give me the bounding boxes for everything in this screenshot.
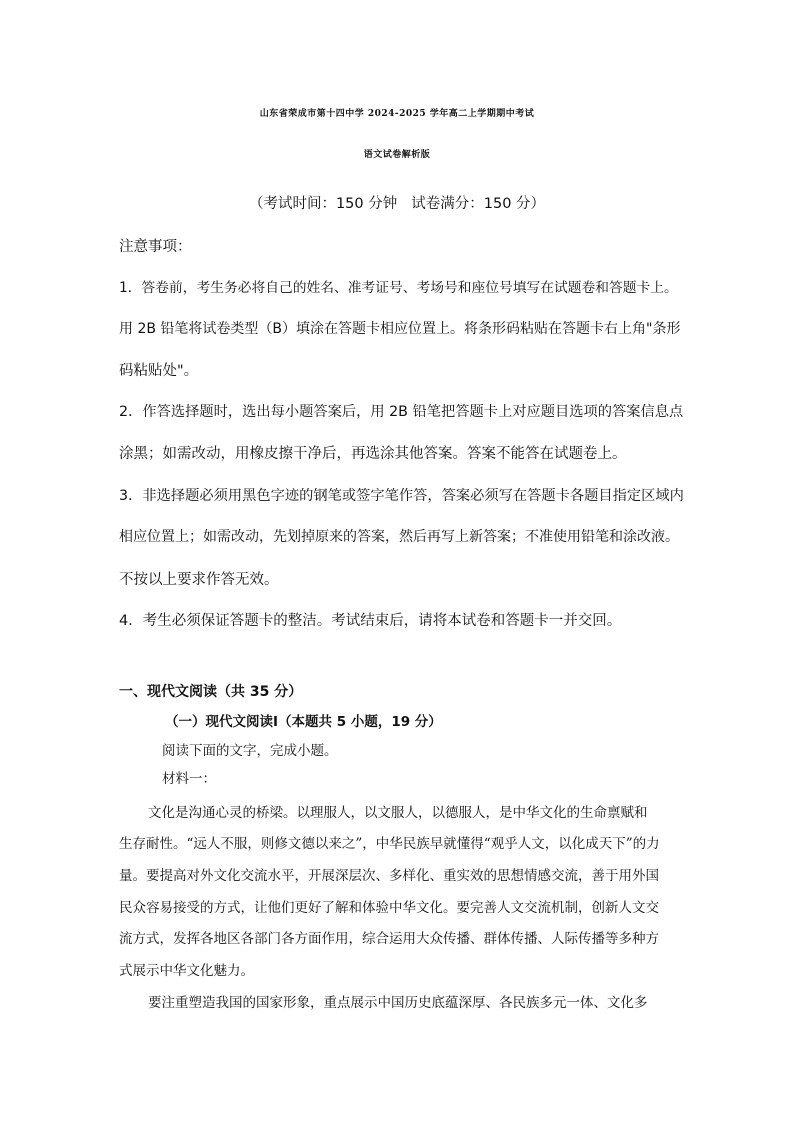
section-subheading: （一）现代文阅读Ⅰ（本题共 5 小题，19 分） — [165, 714, 442, 730]
notice-line-4: 2．作答选择题时，选出每小题答案后，用 2B 铅笔把答题卡上对应题目选项的答案信息点 — [119, 404, 684, 420]
exam-full-score: 试卷满分：150 分） — [411, 196, 546, 212]
notice-line-8: 不按以上要求作答无效。 — [119, 572, 279, 588]
section-heading: 一、现代文阅读（共 35 分） — [119, 684, 303, 700]
material-label: 材料一： — [162, 771, 216, 787]
material-paragraph-line: 流方式，发挥各地区各部门各方面作用，综合运用大众传播、群体传播、人际传播等多种方 — [119, 931, 659, 947]
reading-instruction: 阅读下面的文字，完成小题。 — [162, 743, 338, 759]
notice-line-3: 码粘贴处"。 — [119, 363, 199, 379]
material-paragraph-line: 式展示中华文化魅力。 — [119, 963, 254, 979]
notice-line-6: 3．非选择题必须用黑色字迹的钢笔或签字笔作答，答案必须写在答题卡各题目指定区域内 — [119, 488, 684, 504]
document-title-line-2: 语文试卷解析版 — [363, 150, 431, 160]
notice-line-1: 1．答卷前，考生务必将自己的姓名、准考证号、考场号和座位号填写在试题卷和答题卡上。 — [119, 280, 678, 296]
notice-line-5: 涂黑；如需改动，用橡皮擦干净后，再选涂其他答案。答案不能答在试题卷上。 — [119, 446, 627, 462]
material-paragraph-line: 生存耐性。“远人不服，则修文德以来之”，中华民族早就懂得“观乎人文，以化成天下”的力 — [119, 836, 660, 852]
exam-time: （考试时间：150 分钟 — [248, 196, 398, 212]
exam-info — [0, 192, 794, 213]
material-paragraph-line: 民众容易接受的方式，让他们更好了解和体验中华文化。要完善人文交流机制，创新人文交 — [119, 900, 659, 916]
notice-line-7: 相应位置上；如需改动，先划掉原来的答案，然后再写上新答案；不准使用铅笔和涂改液。 — [119, 529, 679, 545]
material-paragraph-line: 量。要提高对外文化交流水平，开展深层次、多样化、重实效的思想情感交流，善于用外国 — [119, 868, 659, 884]
notice-line-9: 4．考生必须保证答题卡的整洁。考试结束后，请将本试卷和答题卡一并交回。 — [119, 613, 622, 629]
document-title-line-1: 山东省荣成市第十四中学 2024-2025 学年高二上学期期中考试 — [259, 109, 535, 119]
notice-heading: 注意事项： — [119, 239, 192, 255]
material-paragraph-line: 要注重塑造我国的国家形象，重点展示中国历史底蕴深厚、各民族多元一体、文化多 — [148, 995, 648, 1011]
material-paragraph-line: 文化是沟通心灵的桥梁。以理服人，以文服人，以德服人，是中华文化的生命禀赋和 — [148, 805, 648, 821]
notice-line-2: 用 2B 铅笔将试卷类型（B）填涂在答题卡相应位置上。将条形码粘贴在答题卡右上角"条形 — [119, 321, 681, 337]
